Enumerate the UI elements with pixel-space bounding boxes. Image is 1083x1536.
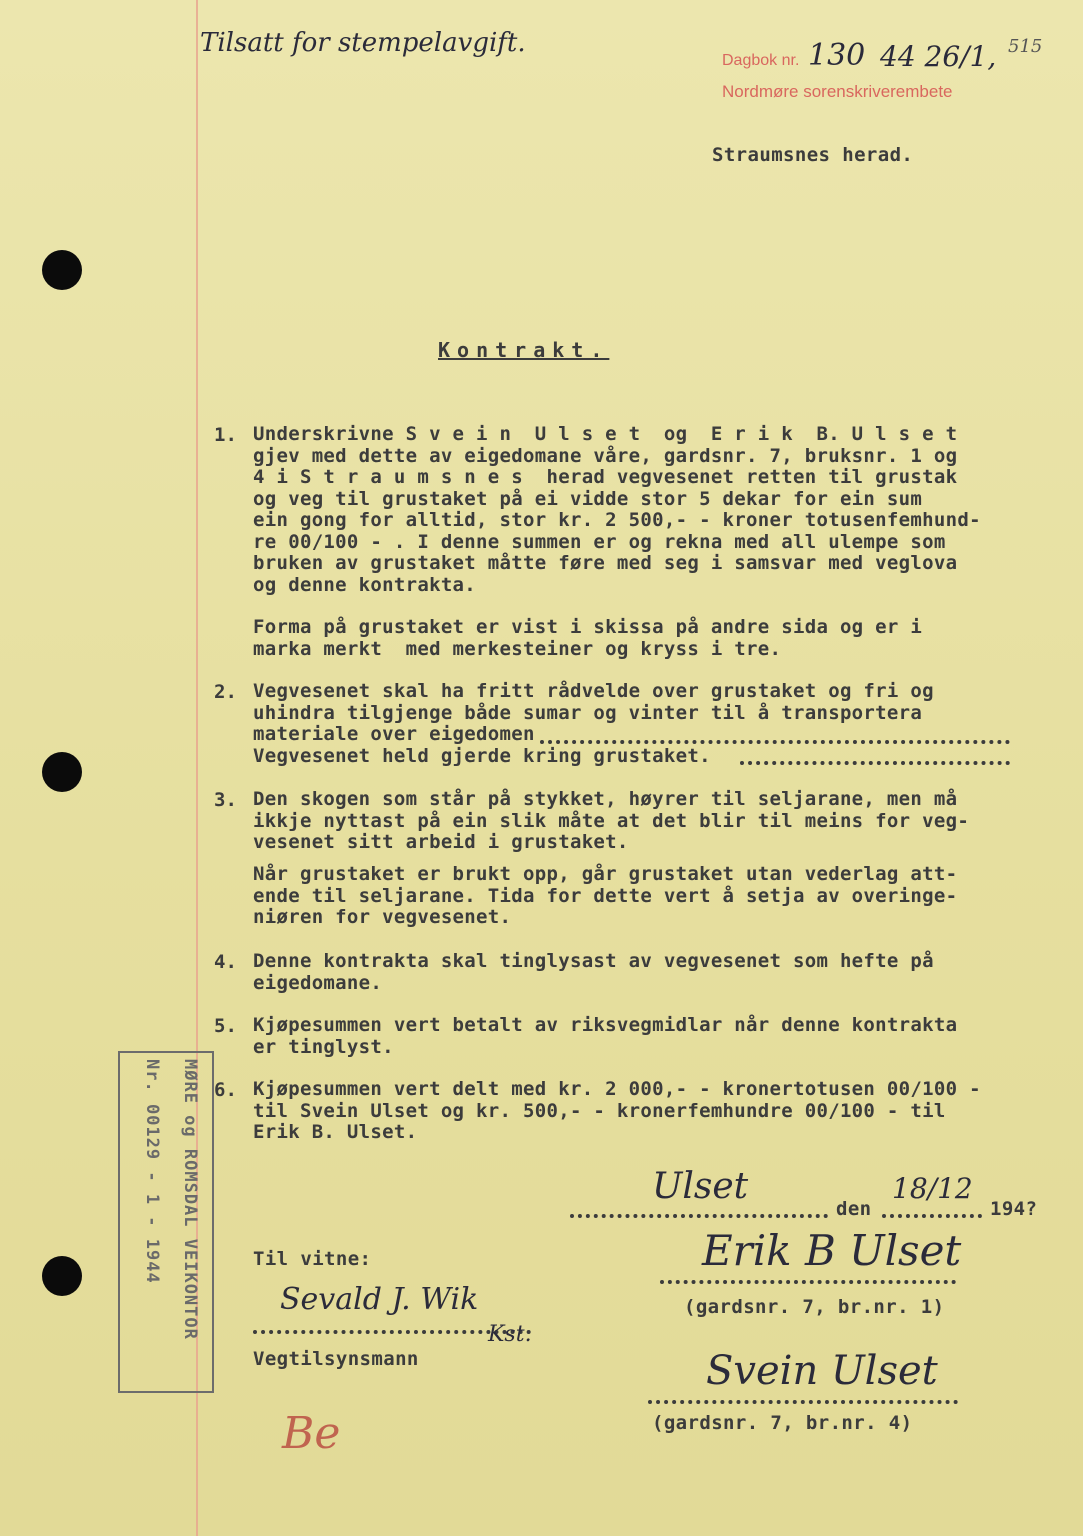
- punch-hole: [42, 1256, 82, 1296]
- clause-number: 1.: [214, 424, 237, 446]
- municipality: Straumsnes herad.: [712, 144, 914, 166]
- clause-number: 2.: [214, 681, 237, 703]
- clause-text: Forma på grustaket er vist i skissa på andre sida og er i marka merkt med merkesteiner og kryss i tre.: [253, 616, 923, 660]
- stamp-line: MØRE og ROMSDAL VEIKONTOR: [180, 1059, 200, 1340]
- handwritten-note: Tilsatt for stempelavgift.: [200, 28, 526, 58]
- dotted-line: [570, 1214, 828, 1218]
- witness-suffix: Kst.: [488, 1322, 532, 1347]
- punch-hole: [42, 752, 82, 792]
- clause-text: Den skogen som står på stykket, høyrer til seljarane, men må ikkje nyttast på ein slik måte at det blir til meins for veg- vesenet sitt arbeid i grustaket.: [253, 788, 970, 853]
- date-handwritten: 18/12: [892, 1172, 973, 1205]
- signer1-caption: (gardsnr. 7, br.nr. 1): [684, 1296, 945, 1318]
- clause-text: Kjøpesummen vert delt med kr. 2 000,- - kronertotusen 00/100 - til Svein Ulset og kr. 500,- - kronerfemhundre 00/100 - til Erik B. Ulset.: [253, 1078, 981, 1143]
- clause-text: Vegvesenet skal ha fritt rådvelde over grustaket og fri og uhindra tilgjenge både sumar og vinter til å transportera materiale over eigedomen Vegvesenet held gjerde kring grustaket.: [253, 680, 934, 767]
- clause-text: Kjøpesummen vert betalt av riksvegmidlar når denne kontrakta er tinglyst.: [253, 1014, 958, 1058]
- dagbok-number: 130: [808, 38, 866, 73]
- clause-text: Når grustaket er brukt opp, går grustaket utan vederlag att- ende til seljarane. Tida for dette vert å setja av overinge- niøren for vegvesenet.: [253, 863, 958, 928]
- initials: Be: [282, 1408, 341, 1459]
- year-label: 194?: [990, 1198, 1038, 1220]
- den-label: den: [836, 1198, 872, 1220]
- dagbok-label: Dagbok nr.: [722, 52, 800, 69]
- page-number: 515: [1008, 36, 1043, 57]
- clause-text: Underskrivne S v e i n U l s e t og E r i k B. U l s e t gjev med dette av eigedomane våre, gardsnr. 7, bruksnr. 1 og 4 i S t r a u m s n e s herad vegvesenet retten til grustak og veg til grustaket på ei vidde stor 5 dekar for ein sum ein gong for alltid, stor kr. 2 500,- - kroner totusenfemhund- re 00/100 - . I denne summen er og rekna med all ulempe som bruken av grustaket måtte føre med seg i samsvar med veglova og denne kontrakta.: [253, 423, 981, 596]
- clause-text: Denne kontrakta skal tinglysast av vegvesenet som hefte på eigedomane.: [253, 950, 934, 994]
- dotted-line: [540, 740, 1010, 744]
- dotted-line: [740, 761, 1010, 765]
- witness-signature: Sevald J. Wik: [280, 1282, 479, 1317]
- stamp-line: Nr. 00129 - 1 - 1944: [142, 1059, 162, 1284]
- dotted-line: [660, 1280, 956, 1284]
- dotted-line: [882, 1214, 982, 1218]
- document-title: Kontrakt.: [438, 338, 610, 362]
- veikontor-stamp: [118, 1051, 214, 1393]
- clause-number: 3.: [214, 789, 237, 811]
- signer2-caption: (gardsnr. 7, br.nr. 4): [652, 1412, 913, 1434]
- clause-number: 5.: [214, 1015, 237, 1037]
- punch-hole: [42, 250, 82, 290]
- dotted-line: [648, 1400, 958, 1404]
- dagbok-year-day: 44 26/1,: [880, 40, 997, 73]
- signer1-signature: Erik B Ulset: [702, 1226, 962, 1275]
- place-handwritten: Ulset: [652, 1166, 749, 1207]
- signer2-signature: Svein Ulset: [706, 1348, 938, 1394]
- witness-title: Vegtilsynsmann: [253, 1348, 419, 1370]
- office-stamp: Nordmøre sorenskriverembete: [722, 82, 953, 101]
- clause-number: 4.: [214, 951, 237, 973]
- witness-label: Til vitne:: [253, 1248, 372, 1270]
- clause-number: 6.: [214, 1079, 237, 1101]
